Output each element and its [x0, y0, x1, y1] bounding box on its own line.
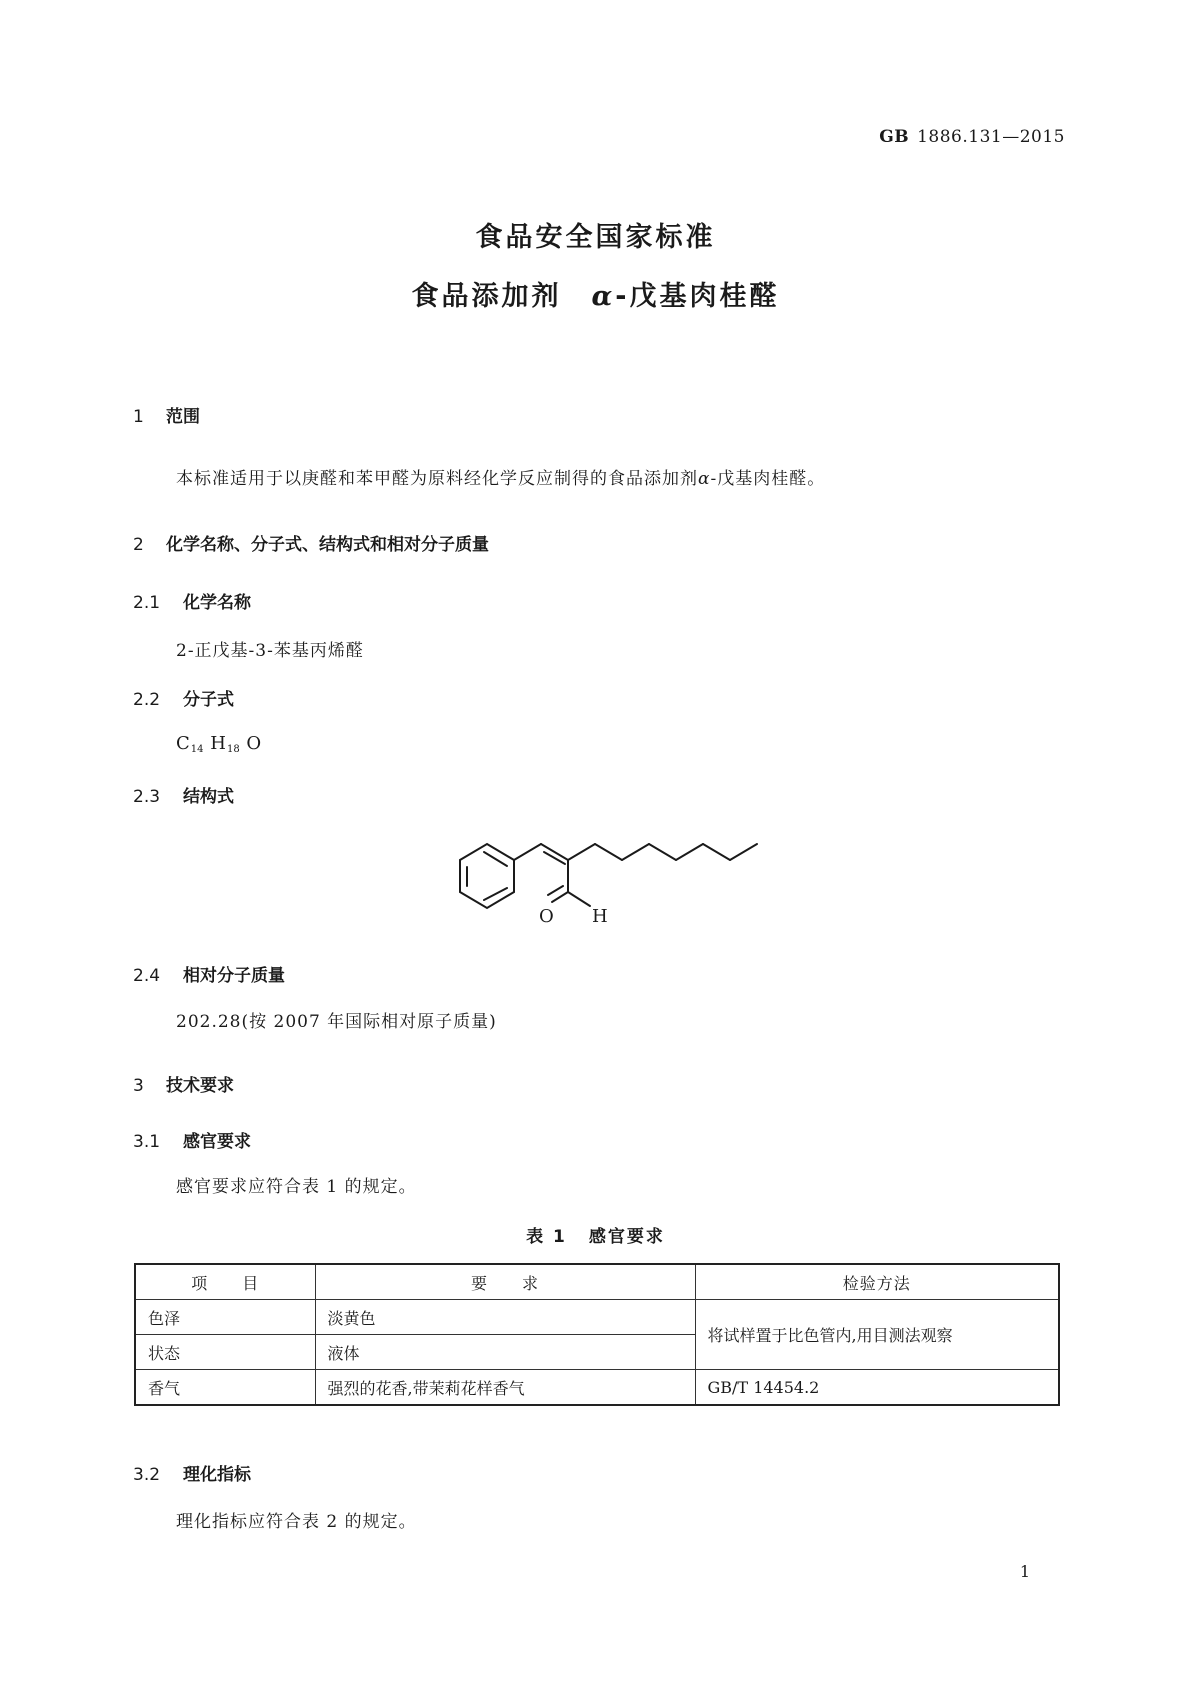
- single-bond: [676, 844, 703, 860]
- section-2-3-heading: [133, 782, 234, 807]
- section-number: 1: [133, 407, 144, 427]
- requirement-cell: 淡黄色: [315, 1300, 695, 1335]
- section-number: 2.1: [133, 593, 161, 613]
- section-title: 结构式: [183, 787, 234, 807]
- single-bond: [649, 844, 676, 860]
- section-number: 2: [133, 535, 144, 555]
- table-header-row: [135, 1264, 1059, 1300]
- oxygen-atom-label: O: [539, 906, 554, 927]
- item-cell: 香气: [135, 1370, 315, 1406]
- scope-text: 本标准适用于以庚醛和苯甲醛为原料经化学反应制得的食品添加剂: [176, 469, 698, 489]
- carbonyl-double-bond: [552, 892, 568, 902]
- section-2-4-heading: [133, 961, 285, 986]
- section-title: 感官要求: [183, 1132, 251, 1152]
- subtitle-alpha: α: [591, 281, 616, 312]
- single-bond: [595, 844, 622, 860]
- single-bond: [568, 844, 595, 860]
- requirement-cell: 液体: [315, 1335, 695, 1370]
- requirement-cell: 强烈的花香,带茉莉花样香气: [315, 1370, 695, 1406]
- standard-code: [879, 127, 1065, 147]
- section-2-heading: [133, 530, 489, 555]
- table-1-caption: [0, 1222, 1191, 1247]
- section-number: 3.1: [133, 1132, 161, 1152]
- scope-paragraph: [176, 464, 825, 489]
- section-title: 理化指标: [183, 1465, 251, 1485]
- section-title: 化学名称: [183, 593, 251, 613]
- header-requirement: 要 求: [315, 1264, 695, 1300]
- molecular-mass: 202.28(按 2007 年国际相对原子质量): [176, 1012, 497, 1032]
- single-bond: [730, 844, 757, 860]
- single-bond: [622, 844, 649, 860]
- scope-text-end: -戊基肉桂醛。: [710, 469, 826, 489]
- section-title: 相对分子质量: [183, 966, 285, 986]
- section-title: 化学名称、分子式、结构式和相对分子质量: [166, 535, 489, 555]
- table-caption-title: 感官要求: [588, 1227, 665, 1247]
- subtitle-prefix: 食品添加剂: [411, 281, 562, 312]
- item-cell: 色泽: [135, 1300, 315, 1335]
- method-cell: GB/T 14454.2: [695, 1370, 1059, 1406]
- section-2-1-heading: [133, 588, 251, 613]
- hydrogen-atom-label: H: [592, 906, 608, 927]
- table-row: [135, 1370, 1059, 1406]
- molecular-formula: [176, 733, 262, 755]
- section-3-heading: [133, 1071, 234, 1096]
- formula-carbon-count: 14: [190, 744, 204, 755]
- section-number: 3.2: [133, 1465, 161, 1485]
- section-3-2-heading: [133, 1460, 251, 1485]
- section-title: 分子式: [183, 690, 234, 710]
- formula-hydrogen-count: 18: [226, 744, 240, 755]
- scope-alpha: α: [698, 469, 711, 489]
- standard-number: 1886.131—2015: [917, 127, 1065, 147]
- document-subtitle: [0, 274, 1191, 313]
- section-number: 2.3: [133, 787, 161, 807]
- section-2-2-heading: [133, 685, 234, 710]
- document-title: 食品安全国家标准: [475, 222, 716, 253]
- single-bond: [514, 844, 541, 860]
- section-3-1-heading: [133, 1127, 251, 1152]
- section-number: 2.4: [133, 966, 161, 986]
- subtitle-suffix: -戊基肉桂醛: [615, 281, 780, 312]
- item-cell: 状态: [135, 1335, 315, 1370]
- section-number: 3: [133, 1076, 144, 1096]
- section-number: 2.2: [133, 690, 161, 710]
- formula-oxygen: O: [246, 733, 263, 754]
- header-method: 检验方法: [695, 1264, 1059, 1300]
- standard-prefix: GB: [879, 127, 910, 147]
- formula-hydrogen: H: [210, 733, 227, 754]
- chemical-name: 2-正戊基-3-苯基丙烯醛: [176, 641, 364, 661]
- table-caption-number: 表 1: [526, 1227, 567, 1247]
- sensory-requirements-table: [134, 1263, 1060, 1406]
- sensory-requirement-text: 感官要求应符合表 1 的规定。: [176, 1177, 417, 1197]
- structural-formula-diagram: [440, 820, 770, 940]
- section-title: 范围: [166, 407, 200, 427]
- table-row: [135, 1300, 1059, 1335]
- section-title: 技术要求: [166, 1076, 234, 1096]
- physicochemical-requirement-text: 理化指标应符合表 2 的规定。: [176, 1512, 417, 1532]
- page-number: 1: [1019, 1562, 1030, 1581]
- section-1-heading: [133, 402, 200, 427]
- method-cell-merged: 将试样置于比色管内,用目测法观察: [695, 1300, 1059, 1370]
- single-bond: [703, 844, 730, 860]
- header-item: 项 目: [135, 1264, 315, 1300]
- formula-carbon: C: [176, 733, 191, 754]
- aldehyde-bond: [568, 892, 590, 906]
- carbonyl-double-bond: [548, 886, 563, 895]
- double-bond-inner: [544, 852, 565, 864]
